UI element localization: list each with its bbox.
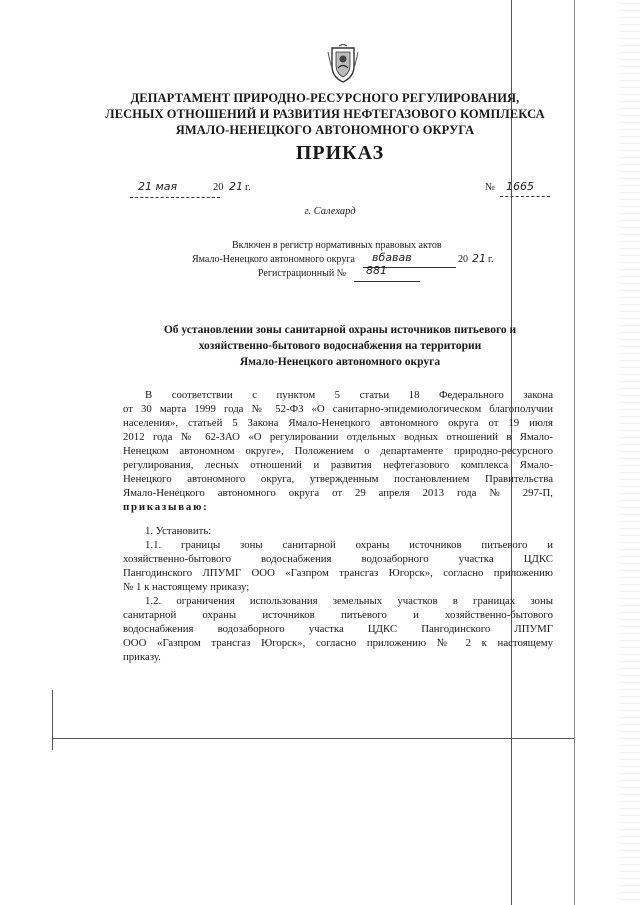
item-1-1-line: Пангодинского ЛПУМГ ООО «Газпром трансгаз Югорск», согласно приложению <box>123 567 553 579</box>
scan-artifact-line <box>574 0 575 905</box>
item-1-2-line: водоснабжения водозаборного участка ЦДКС Пангодинского ЛПУМГ <box>123 623 553 635</box>
subject-heading-line: Об установлении зоны санитарной охраны источников питьевого и <box>163 324 517 336</box>
body-text-line: 2012 года № 62-ЗАО «О регулировании отдельных водных отношений в Ямало- <box>123 431 553 443</box>
scan-artifact-line <box>52 690 53 750</box>
registry-year-handwritten: 21 <box>472 252 486 265</box>
registry-stamp-line: Ямало-Ненецкого автономного округа <box>192 254 355 265</box>
subject-heading-line: Ямало-Ненецкого автономного округа <box>239 356 441 368</box>
body-text-line: В соответствии с пунктом 5 статьи 18 Федерального закона <box>145 389 553 401</box>
item-1-1-line: 1.1. границы зоны санитарной охраны источников питьевого и <box>145 539 553 551</box>
item-1-2-line: санитарной охраны источников питьевого и хозяйственно-бытового <box>123 609 553 621</box>
registry-year-suffix: г. <box>488 254 494 265</box>
city: г. Салехард <box>304 206 356 217</box>
department-name-line: ДЕПАРТАМЕНТ ПРИРОДНО-РЕСУРСНОГО РЕГУЛИРОВАНИЯ, <box>130 91 520 105</box>
scan-noise-strip <box>620 0 640 905</box>
order-number-label: № <box>485 182 496 193</box>
item-1-2-line: ООО «Газпром трансгаз Югорск», согласно приложению № 2 к настоящему <box>123 637 553 649</box>
item-1-2-line: приказу. <box>123 651 161 663</box>
scan-artifact-line <box>52 738 574 739</box>
body-text-line: населения», статьей 5 Закона Ямало-Ненецкого автономного округа от 19 июля <box>123 417 553 429</box>
decree-word: приказываю: <box>123 501 209 513</box>
registry-number-label: Регистрационный № <box>258 268 347 279</box>
order-year-suffix: г. <box>245 182 251 193</box>
department-name-line: ЛЕСНЫХ ОТНОШЕНИЙ И РАЗВИТИЯ НЕФТЕГАЗОВОГО КОМПЛЕКСА <box>105 107 545 121</box>
department-name-line: ЯМАЛО-НЕНЕЦКОГО АВТОНОМНОГО ОКРУГА <box>175 123 475 137</box>
document-title: ПРИКАЗ <box>295 142 385 164</box>
coat-of-arms-emblem-icon <box>326 44 360 84</box>
body-text-line: Ненецкого автономного округа, утвержденным постановлением Правительства <box>123 473 553 485</box>
order-year-prefix: 20 <box>213 182 224 193</box>
registry-year-prefix: 20 <box>458 254 468 265</box>
item-1-2-line: 1.2. ограничения использования земельных участков в границах зоны <box>145 595 553 607</box>
item-1-1-line: № 1 к настоящему приказу; <box>123 581 250 593</box>
body-text-line: от 30 марта 1999 года № 52-ФЗ «О санитарно-эпидемиологическом благополучии <box>123 403 553 415</box>
order-year-handwritten: 21 <box>229 180 243 193</box>
body-text-line: Ямало-Ненецкого автономного округа от 29 апреля 2013 года № 297-П, <box>123 487 553 499</box>
registry-number-underline <box>354 271 420 282</box>
item-1-1-line: хозяйственно-бытового водоснабжения водозаборного участка ЦДКС <box>123 553 553 565</box>
item-1: 1. Установить: <box>145 525 212 537</box>
registry-stamp-line: Включен в регистр нормативных правовых актов <box>232 240 442 251</box>
body-text-line: регулирования, лесных отношений и развития нефтегазового комплекса Ямало- <box>123 459 553 471</box>
registry-date-handwritten: вбавав <box>372 251 412 264</box>
subject-heading-line: хозяйственно-бытового водоснабжения на территории <box>198 340 482 352</box>
order-number-handwritten: 1665 <box>506 180 534 193</box>
order-date-handwritten: 21 мая <box>138 180 178 193</box>
body-text-line: Ненецком автономном округе», Положением о департаменте природно-ресурсного <box>123 445 553 457</box>
registry-number-handwritten: 881 <box>366 264 387 277</box>
